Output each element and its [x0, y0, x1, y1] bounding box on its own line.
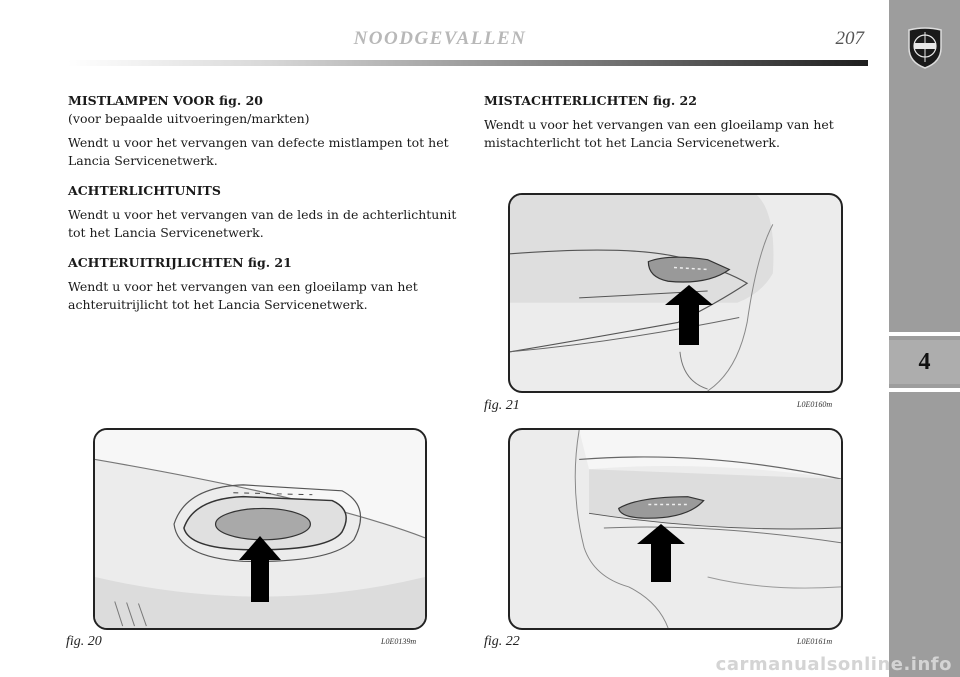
fig21-code: L0E0160m [797, 400, 833, 409]
lancia-shield-logo-icon [905, 26, 945, 70]
arrow-up-icon [239, 536, 281, 602]
fig21-illustration [508, 193, 843, 393]
fig22-caption: fig. 22 [484, 634, 520, 649]
section-title: MISTACHTERLICHTEN fig. 22 [484, 93, 697, 108]
watermark: carmanualsonline.info [715, 654, 952, 675]
arrow-up-icon [665, 285, 713, 345]
chapter-sidebar [889, 0, 960, 677]
sidebar-divider [889, 332, 960, 336]
section-title: ACHTERUITRIJLICHTEN fig. 21 [68, 255, 292, 270]
left-text-column [68, 92, 460, 326]
fig20-caption: fig. 20 [66, 634, 102, 649]
fig20-code: L0E0139m [381, 637, 417, 646]
section-title: ACHTERLICHTUNITS [68, 183, 221, 198]
section-body: Wendt u voor het vervangen van defecte mistlampen tot het Lancia Servicenetwerk. [68, 135, 449, 168]
chapter-tab[interactable]: 4 [889, 340, 960, 384]
running-header-title: NOODGEVALLEN [353, 28, 527, 49]
header-rule [68, 60, 868, 66]
section-body: Wendt u voor het vervangen van de leds in de achterlichtunit tot het Lancia Servicenetwerk. [68, 207, 457, 240]
section-title: MISTLAMPEN VOOR fig. 20 [68, 93, 263, 108]
fig22-illustration [508, 428, 843, 630]
page-number: 207 [835, 28, 864, 49]
section-subtitle: (voor bepaalde uitvoeringen/markten) [68, 111, 310, 126]
fig22-code: L0E0161m [797, 637, 833, 646]
fig20-illustration [93, 428, 427, 630]
arrow-up-icon [637, 524, 685, 582]
section-body: Wendt u voor het vervangen van een gloeilamp van het achteruitrijlicht tot het Lancia Servicenetwerk. [68, 279, 418, 312]
right-text-column [484, 92, 860, 164]
section-body: Wendt u voor het vervangen van een gloeilamp van het mistachterlicht tot het Lancia Servicenetwerk. [484, 117, 834, 150]
fig21-caption: fig. 21 [484, 398, 520, 413]
sidebar-divider [889, 388, 960, 392]
